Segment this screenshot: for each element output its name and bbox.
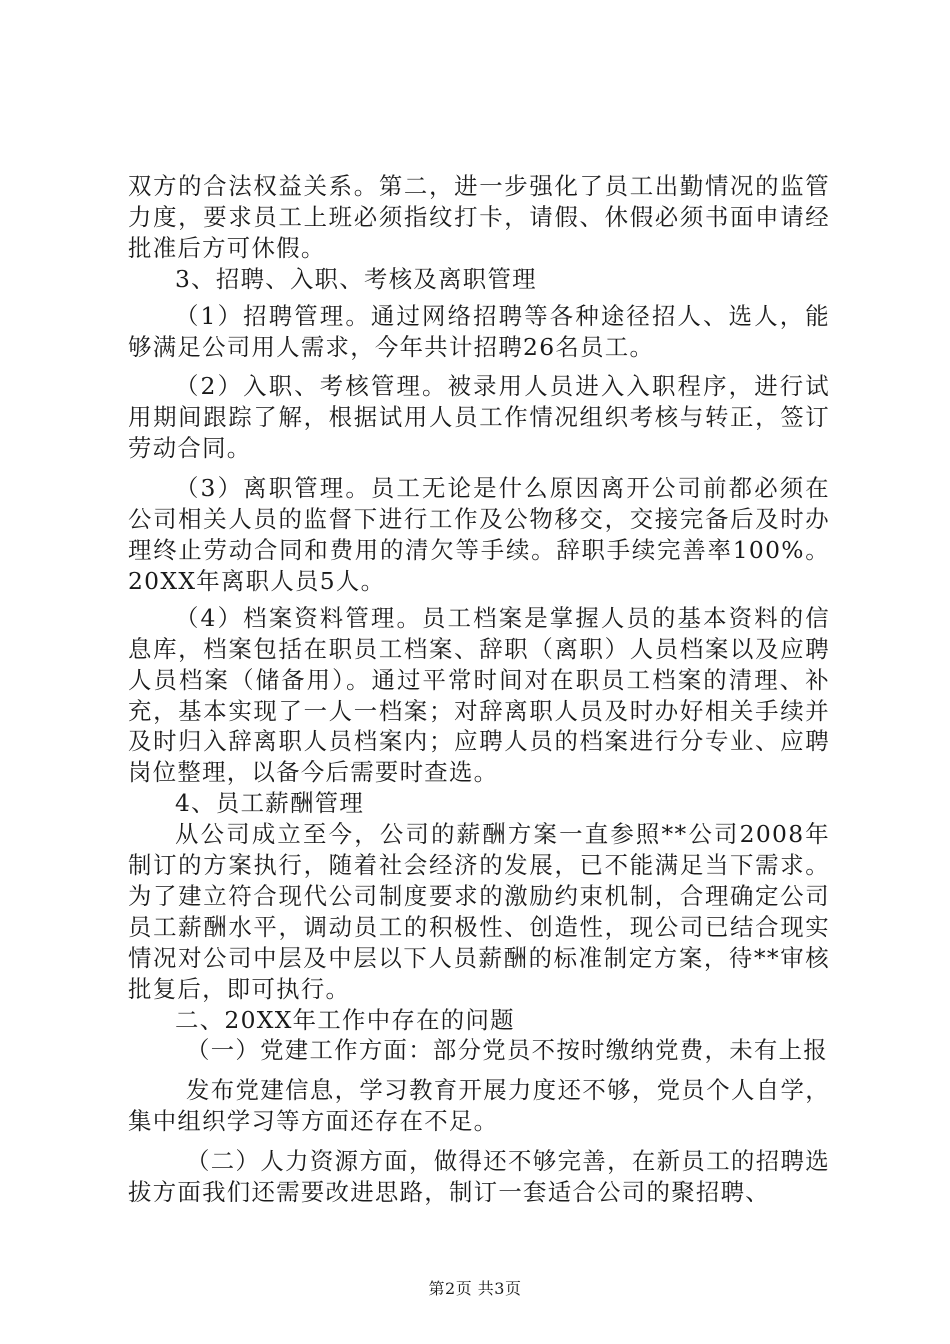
section-heading-recruitment: 3、招聘、入职、考核及离职管理 bbox=[175, 264, 537, 293]
document-body bbox=[128, 171, 830, 1208]
paragraph-archives: （4）档案资料管理。员工档案是掌握人员的基本资料的信息库，档案包括在职员工档案、辞职（离职）人员档案以及应聘人员档案（储备用）。通过平常时间对在职员工档案的清理、补充，基本实现了一人一档案；对辞离职人员及时办好相关手续并及时归入辞离职人员档案内；应聘人员的档案进行分专业、应聘岗位整理，以备今后需要时查选。 bbox=[128, 603, 830, 787]
paragraph-party-building: （一）党建工作方面：部分党员不按时缴纳党费，未有上报 bbox=[186, 1036, 828, 1065]
paragraph-continuation: 双方的合法权益关系。第二，进一步强化了员工出勤情况的监管力度，要求员工上班必须指纹打卡，请假、休假必须书面申请经批准后方可休假。 bbox=[128, 172, 830, 262]
paragraph-recruitment: （1）招聘管理。通过网络招聘等各种途径招人、选人，能够满足公司用人需求，今年共计招聘26名员工。 bbox=[128, 301, 830, 361]
page-number-footer: 第2页 共3页 bbox=[428, 1279, 522, 1298]
paragraph-human-resources: （二）人力资源方面，做得还不够完善，在新员工的招聘选拔方面我们还需要改进思路，制订一套适合公司的聚招聘、 bbox=[128, 1147, 830, 1207]
section-heading-salary: 4、员工薪酬管理 bbox=[175, 789, 365, 818]
paragraph-party-building-cont: 发布党建信息，学习教育开展力度还不够，党员个人自学，集中组织学习等方面还存在不足。 bbox=[128, 1076, 830, 1136]
paragraph-resignation: （3）离职管理。员工无论是什么原因离开公司前都必须在公司相关人员的监督下进行工作及公物移交，交接完备后及时办理终止劳动合同和费用的清欠等手续。辞职手续完善率100%。20XX年离职人员5人。 bbox=[128, 474, 830, 595]
section-heading-problems: 二、20XX年工作中存在的问题 bbox=[175, 1005, 515, 1034]
paragraph-salary: 从公司成立至今，公司的薪酬方案一直参照**公司2008年制订的方案执行，随着社会经济的发展，已不能满足当下需求。为了建立符合现代公司制度要求的激励约束机制，合理确定公司员工薪酬水平，调动员工的积极性、创造性，现公司已结合现实情况对公司中层及中层以下人员薪酬的标准制定方案，待**审核批复后，即可执行。 bbox=[128, 820, 830, 1003]
paragraph-onboarding: （2）入职、考核管理。被录用人员进入入职程序，进行试用期间跟踪了解，根据试用人员工作情况组织考核与转正，签订劳动合同。 bbox=[128, 372, 830, 463]
